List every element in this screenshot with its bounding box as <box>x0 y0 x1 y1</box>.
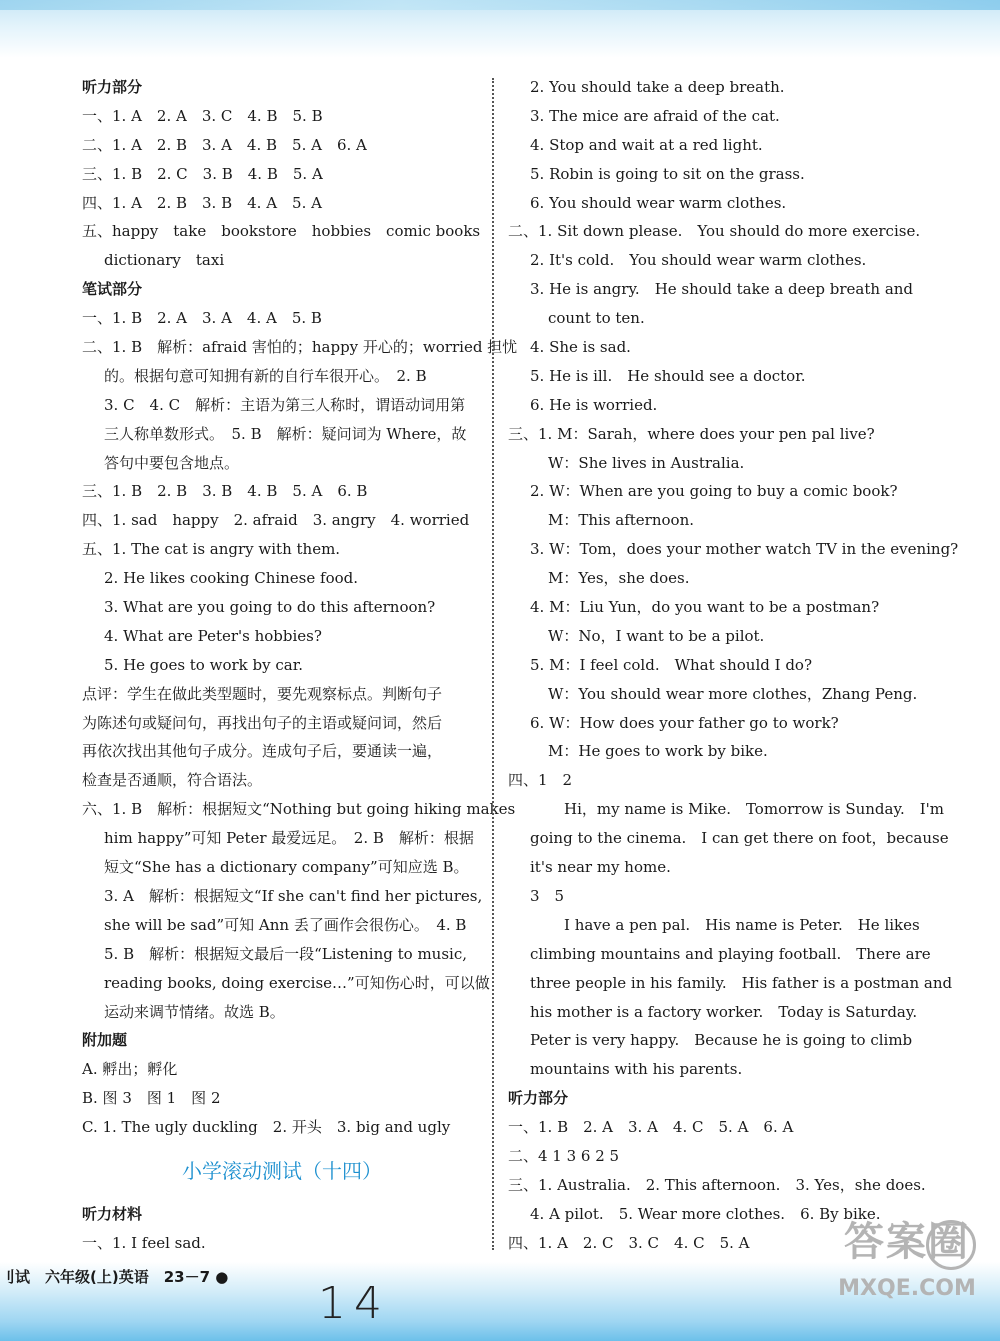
left-column <box>82 73 518 1258</box>
answer-line: 三人称单数形式。 5. B 解析：疑问词为 Where，故 <box>104 424 467 443</box>
passage-line: it's near my home. <box>530 858 671 877</box>
dialogue-line: 6. W：How does your father go to work? <box>530 713 839 732</box>
answer-line: 4. A pilot. 5. Wear more clothes. 6. By bike. <box>530 1204 881 1223</box>
watermark-circle-icon <box>926 1220 976 1270</box>
answer-line: 四、1. A 2. C 3. C 4. C 5. A <box>508 1233 750 1252</box>
dialogue-line: 2. W：When are you going to buy a comic book? <box>530 482 898 501</box>
answer-line: 短文“She has a dictionary company”可知应选 B。 <box>104 858 469 877</box>
answer-line: 5. He goes to work by car. <box>104 655 303 674</box>
page-number: 14 <box>318 1278 390 1329</box>
answer-line: 4. She is sad. <box>530 338 631 357</box>
answer-line: 三、1. Australia. 2. This afternoon. 3. Yes，she does. <box>508 1175 926 1194</box>
answer-line: 2. You should take a deep breath. <box>530 78 785 96</box>
answer-line: 3 5 <box>530 886 565 905</box>
answer-line: 3. A 解析：根据短文“If she can't find her pictures, <box>104 886 483 905</box>
answer-line: 6. He is worried. <box>530 395 658 414</box>
heading-listening-material: 听力材料 <box>82 1204 143 1223</box>
heading-bonus: 附加题 <box>82 1031 128 1050</box>
answer-line: 5. B 解析：根据短文最后一段“Listening to music, <box>104 944 467 963</box>
answer-line: 4. Stop and wait at a red light. <box>530 135 763 154</box>
answer-line: 4. What are Peter's hobbies? <box>104 626 322 645</box>
column-divider <box>492 78 494 1250</box>
answer-line: 5. He is ill. He should see a doctor. <box>530 366 806 385</box>
passage-line: climbing mountains and playing football. There are <box>530 944 931 963</box>
dialogue-line: W：You should wear more clothes，Zhang Peng. <box>548 684 918 703</box>
answer-line: 五、1. The cat is angry with them. <box>82 540 341 559</box>
watermark-logo <box>832 1212 982 1330</box>
answer-line: 四、1 2 <box>508 771 573 790</box>
dialogue-line: W：She lives in Australia. <box>548 453 745 472</box>
answer-line: C. 1. The ugly duckling 2. 开头 3. big and ugly <box>82 1118 451 1137</box>
answer-line: reading books, doing exercise…”可知伤心时，可以做 <box>104 973 490 992</box>
answer-line: 五、happy take bookstore hobbies comic books <box>82 222 481 241</box>
answer-line: 的。根据句意可知拥有新的自行车很开心。 2. B <box>104 366 427 385</box>
heading-listening: 听力部分 <box>82 78 143 96</box>
answer-line: 运动来调节情绪。故选 B。 <box>104 1002 285 1021</box>
answer-line: 3. He is angry. He should take a deep breath and <box>530 280 914 299</box>
answer-line: 答句中要包含地点。 <box>104 453 240 472</box>
answer-line: 2. He likes cooking Chinese food. <box>104 569 359 588</box>
passage-line: mountains with his parents. <box>530 1060 743 1079</box>
passage-line: his mother is a factory worker. Today is Saturday. <box>530 1002 918 1021</box>
comment-line: 为陈述句或疑问句，再找出句子的主语或疑问词，然后 <box>82 713 443 732</box>
answer-line: count to ten. <box>548 309 645 328</box>
passage-line: three people in his family. His father is a postman and <box>530 973 953 992</box>
watermark-url: MXQE.COM <box>838 1276 976 1301</box>
passage-line: going to the cinema. I can get there on foot，because <box>530 829 949 848</box>
section-title: 小学滚动测试（十四） <box>182 1158 382 1183</box>
dialogue-line: 5. M：I feel cold. What should I do? <box>530 655 813 674</box>
answer-line: she will be sad”可知 Ann 丢了画作会很伤心。 4. B <box>104 915 467 934</box>
answer-line: 2. It's cold. You should wear warm clothes. <box>530 251 867 270</box>
answer-line: 三、1. B 2. B 3. B 4. B 5. A 6. B <box>82 482 368 501</box>
answer-line: 四、1. A 2. B 3. B 4. A 5. A <box>82 193 322 212</box>
answer-line: dictionary taxi <box>104 251 225 270</box>
dialogue-line: 3. W：Tom，does your mother watch TV in the evening? <box>530 540 959 559</box>
answer-line: 二、1. Sit down please. You should do more exercise. <box>508 222 921 241</box>
heading-listening: 听力部分 <box>508 1089 569 1108</box>
answer-line: 二、4 1 3 6 2 5 <box>508 1146 620 1165</box>
watermark-main-text: 答案圈 <box>844 1219 970 1265</box>
heading-written: 笔试部分 <box>82 280 143 299</box>
answer-line: 一、1. B 2. A 3. A 4. C 5. A 6. A <box>508 1118 794 1137</box>
dialogue-line: 4. M：Liu Yun，do you want to be a postman? <box>530 598 880 617</box>
passage-line: Hi，my name is Mike. Tomorrow is Sunday. I'm <box>564 800 945 819</box>
answer-line: 3. The mice are afraid of the cat. <box>530 106 780 125</box>
comment-line: 再依次找出其他句子成分。连成句子后，要通读一遍， <box>82 742 443 761</box>
answer-line: A. 孵出；孵化 <box>82 1060 178 1079</box>
dialogue-line: M：This afternoon. <box>548 511 695 530</box>
dialogue-line: M：He goes to work by bike. <box>548 742 768 761</box>
answer-line: B. 图 3 图 1 图 2 <box>82 1089 221 1108</box>
answer-line: 四、1. sad happy 2. afraid 3. angry 4. worried <box>82 511 470 530</box>
passage-line: Peter is very happy. Because he is going to climb <box>530 1031 913 1050</box>
answer-line: him happy”可知 Peter 最爱远足。 2. B 解析：根据 <box>104 829 474 848</box>
passage-line: I have a pen pal. His name is Peter. He likes <box>564 915 920 934</box>
answer-line: 二、1. A 2. B 3. A 4. B 5. A 6. A <box>82 135 367 154</box>
answer-line: 3. What are you going to do this afternoon? <box>104 598 436 617</box>
comment-line: 点评：学生在做此类型题时，要先观察标点。判断句子 <box>82 684 443 703</box>
answer-line: 二、1. B 解析：afraid 害怕的；happy 开心的；worried 担忧 <box>82 338 518 357</box>
answer-line: 三、1. B 2. C 3. B 4. B 5. A <box>82 164 323 183</box>
answer-line: 一、1. A 2. A 3. C 4. B 5. B <box>82 106 323 125</box>
answer-line: 一、1. B 2. A 3. A 4. A 5. B <box>82 309 322 328</box>
dialogue-line: M：Yes，she does. <box>548 569 690 588</box>
top-decorative-band <box>0 0 1000 58</box>
answer-line: 3. C 4. C 解析：主语为第三人称时，谓语动词用第 <box>104 395 466 414</box>
dialogue-line: 三、1. M：Sarah，where does your pen pal live? <box>508 424 875 443</box>
answer-line: 六、1. B 解析：根据短文“Nothing but going hiking makes <box>82 800 516 819</box>
dialogue-line: W：No，I want to be a pilot. <box>548 626 765 645</box>
comment-line: 检查是否通顺，符合语法。 <box>82 771 263 790</box>
answer-line: 6. You should wear warm clothes. <box>530 193 787 212</box>
answer-line: 一、1. I feel sad. <box>82 1233 206 1252</box>
answer-line: 5. Robin is going to sit on the grass. <box>530 164 805 183</box>
footer-label: 刂试 六年级(上)英语 23－7 ● <box>0 1268 229 1286</box>
